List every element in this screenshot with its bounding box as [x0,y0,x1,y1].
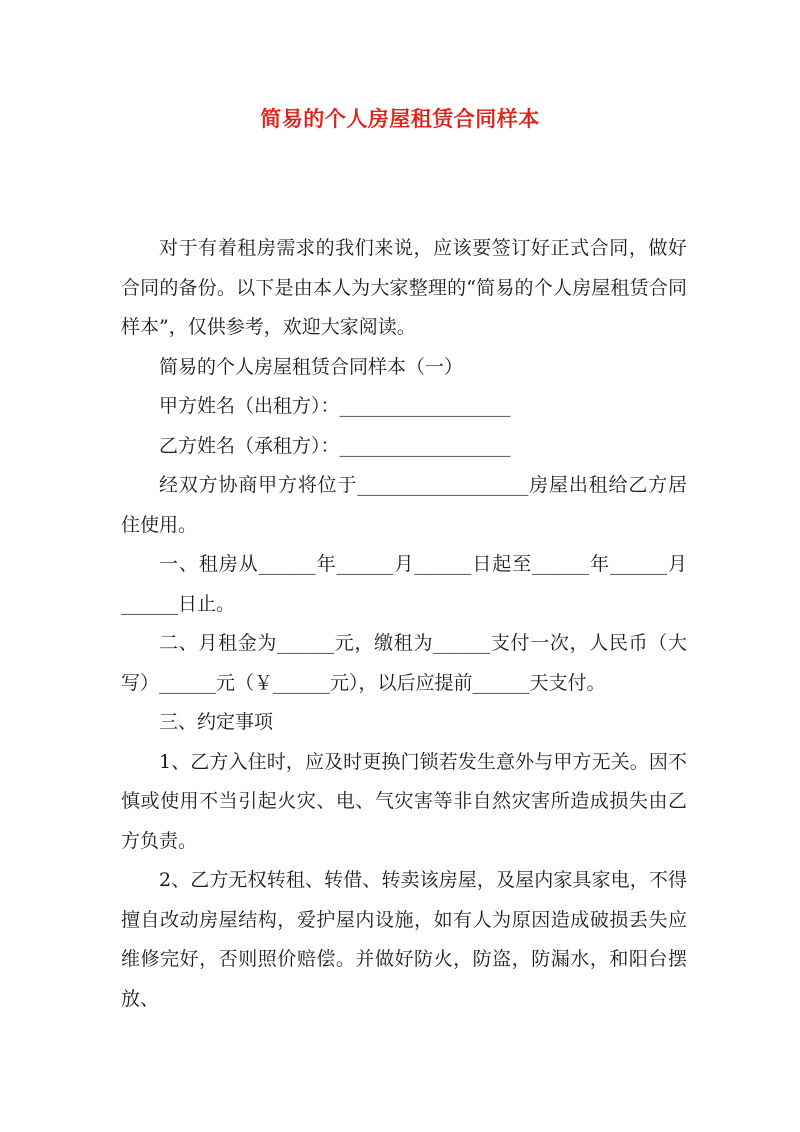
clause-agreements-heading: 三、约定事项 [159,711,274,733]
agreement-item-1: 1、乙方入住时，应及时更换门锁若发生意外与甲方无关。因不慎或使用不当引起火灾、电、气灾害等非自然灾害所造成损失由乙方负责。 [121,750,687,852]
clause-rent: 二、月租金为______元，缴租为______支付一次，人民币（大写）______元（￥______元），以后应提前______天支付。 [121,632,687,694]
intro-paragraph: 对于有着租房需求的我们来说，应该要签订好正式合同，做好合同的备份。以下是由本人为大家整理的“简易的个人房屋租赁合同样本”，仅供参考，欢迎大家阅读。 [121,237,687,338]
sample-heading: 简易的个人房屋租赁合同样本（一） [159,355,464,378]
agreement-item-2: 2、乙方无权转租、转借、转卖该房屋，及屋内家具家电，不得擅自改动房屋结构，爱护屋内设施，如有人为原因造成破损丢失应维修完好，否则照价赔偿。并做好防火，防盗，防漏水，和阳台摆放、 [121,869,687,1010]
clause-term: 一、租房从______年______月______日起至______年______月______日止。 [121,553,687,615]
party-b-line: 乙方姓名（承租方）：__________________ [159,434,511,457]
document-title: 简易的个人房屋租赁合同样本 [260,106,540,131]
document-body [121,229,687,1019]
party-a-line: 甲方姓名（出租方）：__________________ [159,395,511,417]
property-location-paragraph: 经双方协商甲方将位于__________________房屋出租给乙方居住使用。 [121,474,687,536]
